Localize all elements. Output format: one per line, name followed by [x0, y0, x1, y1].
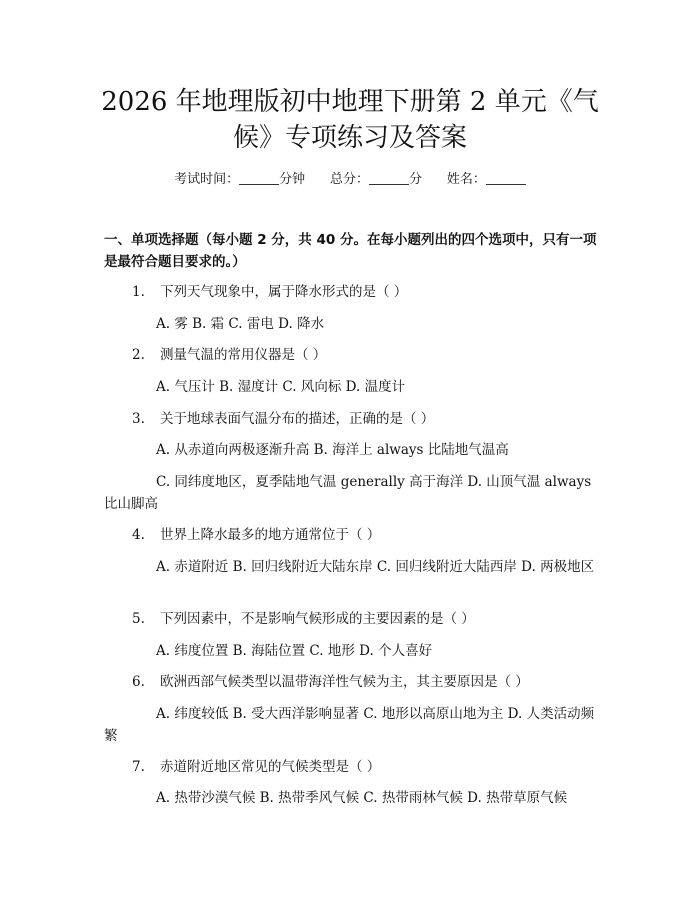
- page-title: 2026 年地理版初中地理下册第 2 单元《气候》专项练习及答案: [101, 87, 599, 153]
- question-text: 赤道附近地区常见的气候类型是（ ）: [160, 759, 381, 775]
- question-number: 2.: [132, 347, 145, 363]
- time-blank: [239, 172, 279, 185]
- name-blank: [486, 172, 526, 185]
- question-number: 1.: [132, 284, 145, 300]
- question-number: 7.: [132, 759, 145, 775]
- score-blank: [369, 172, 409, 185]
- question-number: 3.: [132, 411, 145, 427]
- question-stem: [132, 756, 602, 778]
- question-stem: [132, 408, 602, 430]
- question-stem: [132, 524, 602, 546]
- question-text: 关于地球表面气温分布的描述，正确的是（ ）: [160, 411, 435, 427]
- question-options: A. 热带沙漠气候 B. 热带季风气候 C. 热带雨林气候 D. 热带草原气候: [156, 790, 568, 806]
- question-text: 下列因素中，不是影响气候形成的主要因素的是（ ）: [160, 611, 475, 627]
- question-text: 下列天气现象中，属于降水形式的是（ ）: [160, 284, 408, 300]
- question-text: 测量气温的常用仪器是（ ）: [160, 347, 327, 363]
- score-unit: 分: [409, 172, 423, 187]
- question-options-continued: C. 同纬度地区，夏季陆地气温 generally 高于海洋 D. 山顶气温 always 比山脚高: [104, 474, 592, 512]
- exam-meta-line: [0, 168, 700, 187]
- question-number: 4.: [132, 527, 145, 543]
- score-label: 总分：: [329, 172, 369, 187]
- question-stem: [132, 671, 602, 693]
- question-stem: [132, 608, 602, 630]
- question-options: A. 从赤道向两极逐渐升高 B. 海洋上 always 比陆地气温高: [156, 442, 509, 458]
- section-heading: 一、单项选择题（每小题 2 分，共 40 分。在每小题列出的四个选项中，只有一项是最符合题目要求的。）: [104, 232, 597, 270]
- question-text: 欧洲西部气候类型以温带海洋性气候为主，其主要原因是（ ）: [160, 674, 529, 690]
- time-label: 考试时间：: [174, 172, 240, 187]
- question-stem: [132, 281, 602, 303]
- question-options: A. 雾 B. 霜 C. 雷电 D. 降水: [156, 316, 325, 332]
- question-options: A. 纬度较低 B. 受大西洋影响显著 C. 地形以高原山地为主 D. 人类活动频繁: [104, 706, 595, 744]
- name-label: 姓名：: [446, 172, 486, 187]
- question-text: 世界上降水最多的地方通常位于（ ）: [160, 527, 381, 543]
- question-number: 6.: [132, 674, 145, 690]
- question-options: A. 赤道附近 B. 回归线附近大陆东岸 C. 回归线附近大陆西岸 D. 两极地区: [156, 559, 595, 575]
- question-number: 5.: [132, 611, 145, 627]
- question-options: A. 气压计 B. 湿度计 C. 风向标 D. 温度计: [156, 379, 406, 395]
- question-options: A. 纬度位置 B. 海陆位置 C. 地形 D. 个人喜好: [156, 643, 433, 659]
- time-unit: 分钟: [279, 172, 306, 187]
- question-stem: [132, 344, 602, 366]
